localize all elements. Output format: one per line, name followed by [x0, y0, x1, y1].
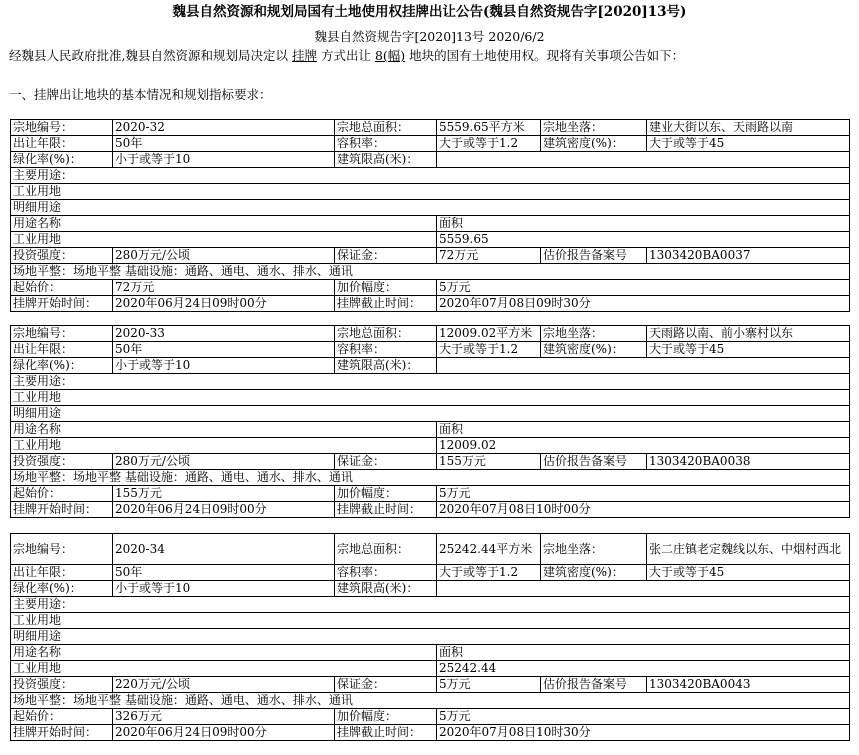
parcel-table — [10, 533, 850, 741]
list-start-value: 2020年06月24日09时00分 — [113, 725, 335, 741]
detail-area-value: 5559.65 — [437, 232, 850, 248]
increment-label: 加价幅度： — [335, 486, 437, 502]
term-label: 出让年限： — [11, 565, 113, 581]
green-value: 小于或等于10 — [113, 152, 335, 168]
deposit-value: 155万元 — [437, 454, 541, 470]
table-row — [11, 470, 850, 486]
density-label: 建筑密度(%)： — [541, 565, 647, 581]
increment-value: 5万元 — [437, 709, 850, 725]
table-row — [11, 248, 850, 264]
intro-mid: 方式出让 — [320, 48, 371, 63]
total-area-value: 25242.44平方米 — [437, 534, 541, 565]
table-row — [11, 613, 850, 629]
main-use-label: 主要用途： — [11, 374, 850, 390]
term-label: 出让年限： — [11, 136, 113, 152]
table-row — [11, 200, 850, 216]
parcel-no-label: 宗地编号： — [11, 120, 113, 136]
parcel-no-value: 2020-32 — [113, 120, 335, 136]
green-value: 小于或等于10 — [113, 358, 335, 374]
table-row — [11, 390, 850, 406]
increment-label: 加价幅度： — [335, 280, 437, 296]
increment-label: 加价幅度： — [335, 709, 437, 725]
invest-label: 投资强度： — [11, 677, 113, 693]
detail-use-label: 明细用途 — [11, 629, 850, 645]
density-value: 大于或等于45 — [647, 565, 850, 581]
table-row — [11, 152, 850, 168]
detail-use-value: 工业用地 — [11, 438, 437, 454]
list-end-label: 挂牌截止时间： — [335, 296, 437, 312]
density-label: 建筑密度(%)： — [541, 136, 647, 152]
plot-ratio-value: 大于或等于1.2 — [437, 342, 541, 358]
plot-ratio-value: 大于或等于1.2 — [437, 565, 541, 581]
table-row — [11, 232, 850, 248]
intro-paragraph — [9, 47, 684, 65]
deposit-label: 保证金： — [335, 248, 437, 264]
increment-value: 5万元 — [437, 280, 850, 296]
notice-number-date: 魏县自然资规告字[2020]13号 2020/6/2 — [314, 29, 545, 44]
table-row — [11, 581, 850, 597]
report-no-label: 估价报告备案号 — [541, 248, 647, 264]
green-label: 绿化率(%)： — [11, 152, 113, 168]
invest-value: 220万元/公顷 — [113, 677, 335, 693]
table-row — [11, 184, 850, 200]
plot-ratio-label: 容积率： — [335, 136, 437, 152]
table-row — [11, 502, 850, 518]
total-area-label: 宗地总面积： — [335, 120, 437, 136]
term-value: 50年 — [113, 136, 335, 152]
intro-post: 地块的国有土地使用权。现将有关事项公告如下： — [409, 48, 685, 63]
table-row — [11, 136, 850, 152]
invest-value: 280万元/公顷 — [113, 248, 335, 264]
increment-value: 5万元 — [437, 486, 850, 502]
height-value — [437, 152, 850, 168]
table-row — [11, 565, 850, 581]
location-label: 宗地坐落： — [541, 326, 647, 342]
height-label: 建筑限高(米)： — [335, 581, 437, 597]
intro-count: 8(幅) — [374, 48, 406, 63]
parcel-table — [10, 325, 850, 518]
use-name-header: 用途名称 — [11, 216, 437, 232]
list-end-label: 挂牌截止时间： — [335, 502, 437, 518]
detail-use-label: 明细用途 — [11, 406, 850, 422]
table-row — [11, 677, 850, 693]
deposit-label: 保证金： — [335, 454, 437, 470]
table-row — [11, 358, 850, 374]
report-no-label: 估价报告备案号 — [541, 677, 647, 693]
green-label: 绿化率(%)： — [11, 358, 113, 374]
area-header: 面积 — [437, 645, 850, 661]
height-label: 建筑限高(米)： — [335, 152, 437, 168]
term-value: 50年 — [113, 565, 335, 581]
parcel-no-label: 宗地编号： — [11, 534, 113, 565]
table-row — [11, 168, 850, 184]
start-price-label: 起始价： — [11, 709, 113, 725]
invest-label: 投资强度： — [11, 248, 113, 264]
start-price-label: 起始价： — [11, 486, 113, 502]
start-price-value: 72万元 — [113, 280, 335, 296]
list-end-value: 2020年07月08日10时00分 — [437, 502, 850, 518]
location-label: 宗地坐落： — [541, 120, 647, 136]
parcel-block — [10, 533, 849, 741]
intro-pre: 经魏县人民政府批准,魏县自然资源和规划局决定以 — [9, 48, 288, 63]
main-use-value: 工业用地 — [11, 613, 850, 629]
table-row — [11, 661, 850, 677]
total-area-label: 宗地总面积： — [335, 326, 437, 342]
list-end-value: 2020年07月08日10时30分 — [437, 725, 850, 741]
term-label: 出让年限： — [11, 342, 113, 358]
table-row — [11, 374, 850, 390]
plot-ratio-label: 容积率： — [335, 342, 437, 358]
site-prep: 场地平整：场地平整 基础设施：通路、通电、通水、排水、通讯 — [11, 693, 850, 709]
table-row — [11, 216, 850, 232]
list-start-value: 2020年06月24日09时00分 — [113, 296, 335, 312]
location-value: 建业大街以东、天雨路以南 — [647, 120, 850, 136]
parcel-no-label: 宗地编号： — [11, 326, 113, 342]
area-header: 面积 — [437, 216, 850, 232]
use-name-header: 用途名称 — [11, 645, 437, 661]
report-no-value: 1303420BA0037 — [647, 248, 850, 264]
intro-method: 挂牌 — [291, 48, 317, 63]
plot-ratio-label: 容积率： — [335, 565, 437, 581]
density-value: 大于或等于45 — [647, 136, 850, 152]
area-header: 面积 — [437, 422, 850, 438]
total-area-label: 宗地总面积： — [335, 534, 437, 565]
main-use-label: 主要用途： — [11, 597, 850, 613]
deposit-label: 保证金： — [335, 677, 437, 693]
height-label: 建筑限高(米)： — [335, 358, 437, 374]
location-value: 天雨路以南、前小寨村以东 — [647, 326, 850, 342]
list-start-label: 挂牌开始时间： — [11, 725, 113, 741]
parcel-block — [10, 325, 849, 518]
parcel-table — [10, 119, 850, 312]
site-prep: 场地平整：场地平整 基础设施：通路、通电、通水、排水、通讯 — [11, 470, 850, 486]
deposit-value: 5万元 — [437, 677, 541, 693]
main-use-label: 主要用途： — [11, 168, 850, 184]
main-use-value: 工业用地 — [11, 184, 850, 200]
start-price-label: 起始价： — [11, 280, 113, 296]
detail-use-value: 工业用地 — [11, 661, 437, 677]
table-row — [11, 486, 850, 502]
green-label: 绿化率(%)： — [11, 581, 113, 597]
invest-value: 280万元/公顷 — [113, 454, 335, 470]
section-heading: 一、挂牌出让地块的基本情况和规划指标要求： — [9, 87, 272, 102]
total-area-value: 12009.02平方米 — [437, 326, 541, 342]
table-row — [11, 406, 850, 422]
deposit-value: 72万元 — [437, 248, 541, 264]
table-row — [11, 264, 850, 280]
list-start-label: 挂牌开始时间： — [11, 296, 113, 312]
page-title: 魏县自然资源和规划局国有土地使用权挂牌出让公告(魏县自然资规告字[2020]13号) — [172, 4, 687, 20]
table-row — [11, 422, 850, 438]
density-value: 大于或等于45 — [647, 342, 850, 358]
table-row — [11, 725, 850, 741]
table-row — [11, 454, 850, 470]
list-end-label: 挂牌截止时间： — [335, 725, 437, 741]
density-label: 建筑密度(%)： — [541, 342, 647, 358]
height-value — [437, 581, 850, 597]
start-price-value: 326万元 — [113, 709, 335, 725]
plot-ratio-value: 大于或等于1.2 — [437, 136, 541, 152]
parcel-no-value: 2020-33 — [113, 326, 335, 342]
table-row — [11, 709, 850, 725]
list-start-value: 2020年06月24日09时00分 — [113, 502, 335, 518]
parcel-block — [10, 119, 849, 312]
table-row — [11, 629, 850, 645]
main-use-value: 工业用地 — [11, 390, 850, 406]
total-area-value: 5559.65平方米 — [437, 120, 541, 136]
report-no-label: 估价报告备案号 — [541, 454, 647, 470]
table-row — [11, 280, 850, 296]
location-label: 宗地坐落： — [541, 534, 647, 565]
table-row — [11, 342, 850, 358]
list-start-label: 挂牌开始时间： — [11, 502, 113, 518]
report-no-value: 1303420BA0038 — [647, 454, 850, 470]
table-row — [11, 645, 850, 661]
start-price-value: 155万元 — [113, 486, 335, 502]
green-value: 小于或等于10 — [113, 581, 335, 597]
use-name-header: 用途名称 — [11, 422, 437, 438]
detail-area-value: 12009.02 — [437, 438, 850, 454]
table-row — [11, 296, 850, 312]
table-row — [11, 326, 850, 342]
table-row — [11, 693, 850, 709]
location-value: 张二庄镇老定魏线以东、中烟村西北 — [647, 534, 850, 565]
invest-label: 投资强度： — [11, 454, 113, 470]
detail-use-label: 明细用途 — [11, 200, 850, 216]
height-value — [437, 358, 850, 374]
parcel-no-value: 2020-34 — [113, 534, 335, 565]
list-end-value: 2020年07月08日09时30分 — [437, 296, 850, 312]
detail-area-value: 25242.44 — [437, 661, 850, 677]
table-row — [11, 438, 850, 454]
term-value: 50年 — [113, 342, 335, 358]
table-row — [11, 597, 850, 613]
table-row — [11, 120, 850, 136]
table-row — [11, 534, 850, 565]
report-no-value: 1303420BA0043 — [647, 677, 850, 693]
detail-use-value: 工业用地 — [11, 232, 437, 248]
site-prep: 场地平整：场地平整 基础设施：通路、通电、通水、排水、通讯 — [11, 264, 850, 280]
